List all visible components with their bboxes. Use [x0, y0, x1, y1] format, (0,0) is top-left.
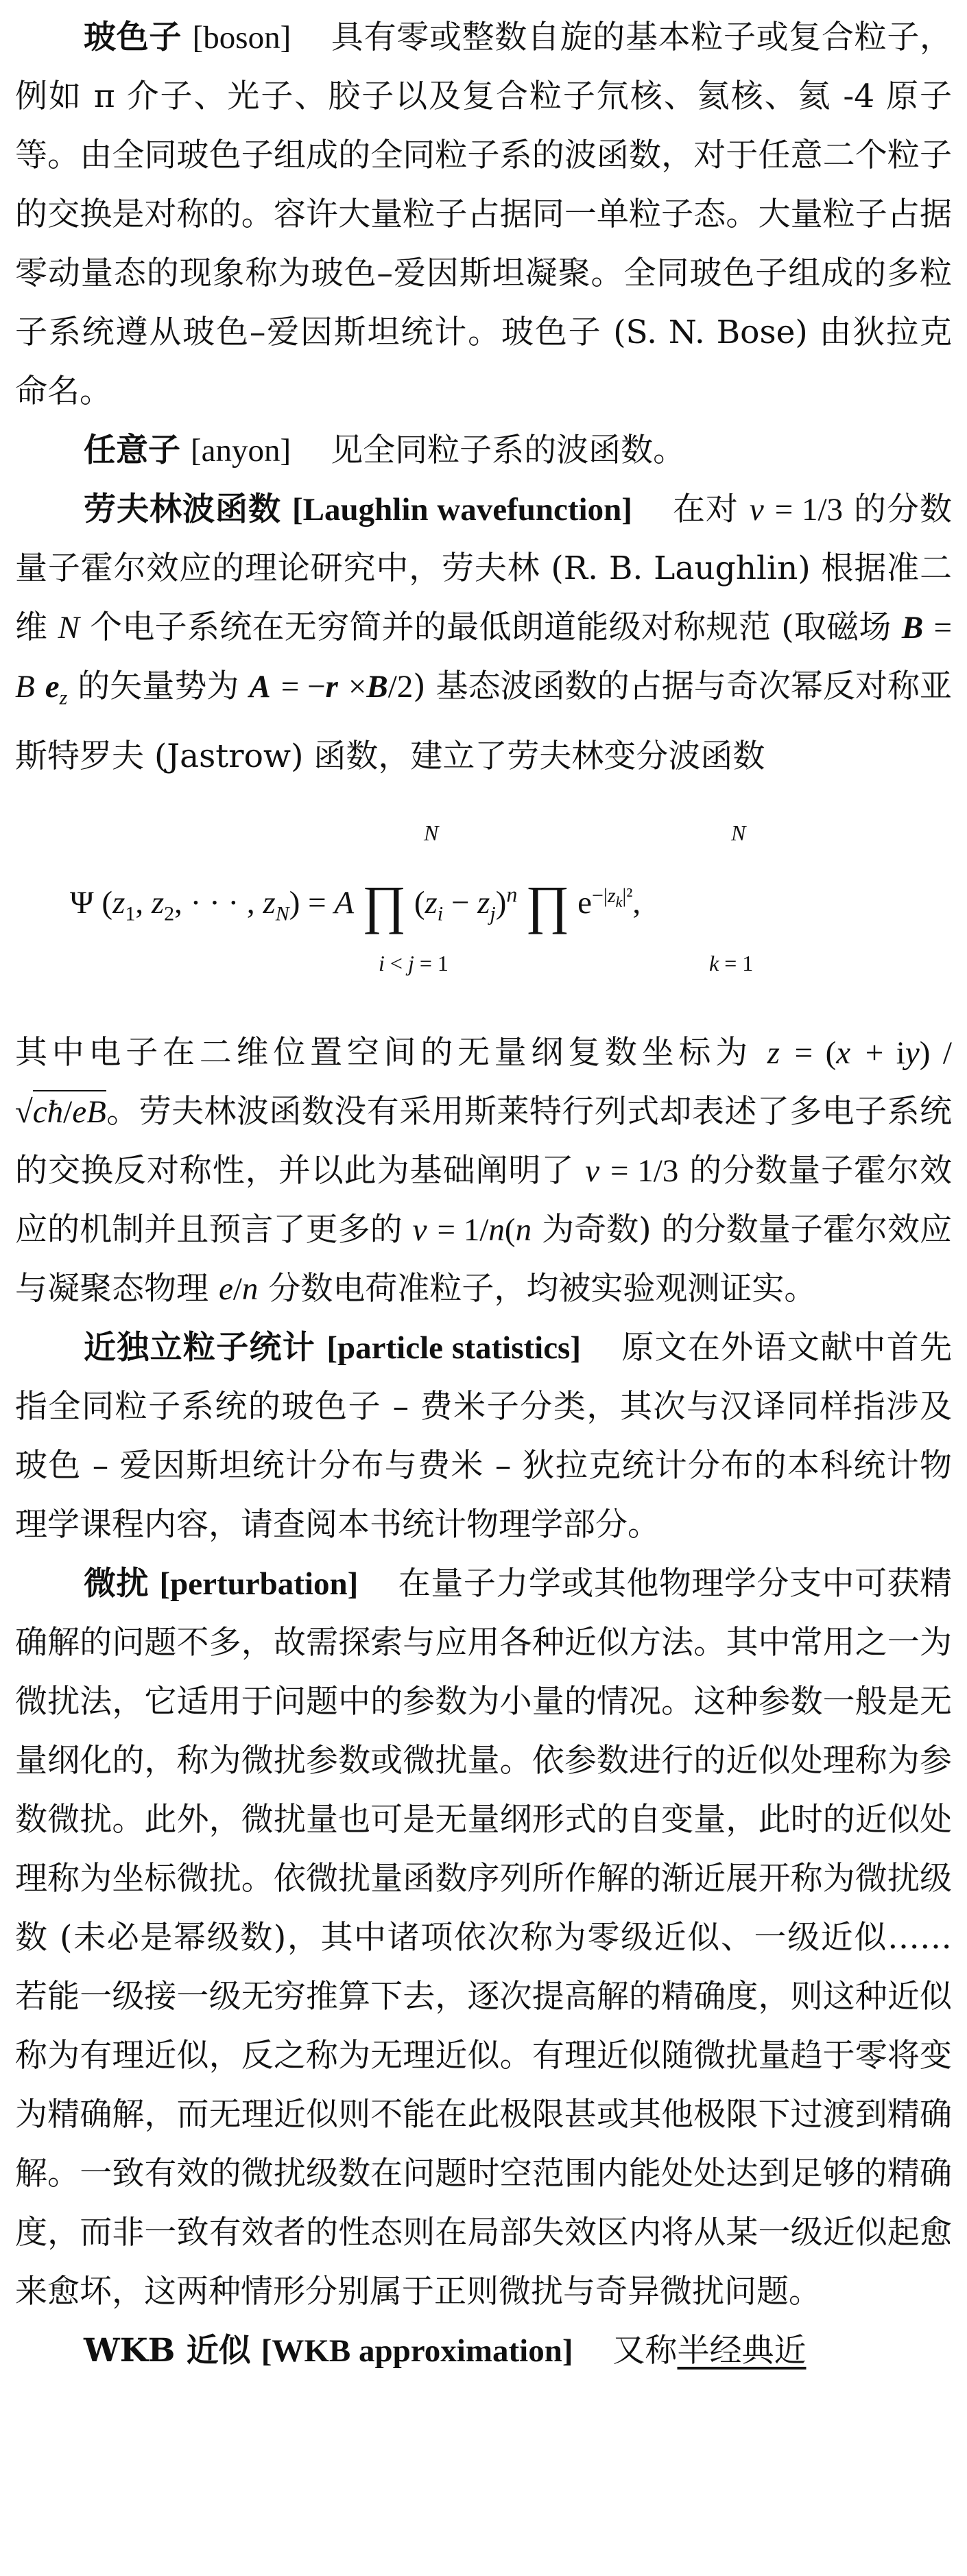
entry-term: 玻色子: [84, 19, 182, 56]
entry-text: 原文在外语文献中首先指全同粒子系统的玻色子 – 费米子分类，其次与汉译同样指涉及玻色 – 爱因斯坦统计分布与费米 – 狄拉克统计分布的本科统计物理学课程内容，请查阅本书统计物理学部分。: [15, 1329, 953, 1544]
entry-text: 在量子力学或其他物理学分支中可获精确解的问题不多，故需探索与应用各种近似方法。其中常用之一为微扰法，它适用于问题中的参数为小量的情况。这种参数一般是无量纲化的，称为微扰参数或微扰量。依参数进行的近似处理称为参数微扰。此外，微扰量也可是无量纲形式的自变量，此时的近似处理称为坐标微扰。依微扰量函数序列所作解的渐近展开称为微扰级数 (未必是幂级数)，其中诸项依次称为零级近似、一级近似……若能一级接一级无穷推算下去，逐次提高解的精确度，则这种近似称为有理近似，反之称为无理近似。有理近似随微扰量趋于零将变为精确解，而无理近似则不能在此极限甚或其他极限下过渡到精确解。一致有效的微扰级数在问题时空范围内能处处达到足够的精确度，而非一致有效者的性态则在局部失效区内将从某一级近似起愈来愈坏，这两种情形分别属于正则微扰与奇异微扰问题。: [15, 1565, 952, 2311]
entry-perturbation: [15, 1555, 952, 2321]
entry-english: [perturbation]: [159, 1566, 359, 1603]
entry-text: 在对: [671, 491, 739, 528]
entry-boson: [15, 8, 952, 421]
entry-english: [boson]: [192, 20, 291, 56]
entry-laughlin: 劳夫林波函数 [Laughlin wavefunction] 在对 ν = 1/3 的分数量子霍尔效应的理论研究中，劳夫林 (R. B. Laughlin) 根据准二维 N 个电子系统在无穷简并的最低朗道能级对称规范 (取磁场 B = B $e_z$ 的矢量势为 A = −r ×B/2) 基态波函数的占据与奇次幂反对称亚斯特罗夫 (Jastrow) 函数，建立了劳夫林变分波函数: [15, 491, 953, 776]
entry-text: 的分数量子霍尔效应的机制并且预言了更多的: [15, 1152, 952, 1249]
entry-term: 劳夫林波函数: [84, 491, 282, 528]
math-nu: ν: [749, 492, 764, 528]
entry-english: [Laughlin wavefunction]: [292, 492, 632, 528]
entry-particle-statistics: [15, 1319, 952, 1555]
entry-text: 具有零或整数自旋的基本粒子或复合粒子，例如 π 介子、光子、胶子以及复合粒子氘核、氦核、氦 -4 原子等。由全同玻色子组成的全同粒子系的波函数，对于任意二个粒子的交换是对称的。容许大量粒子占据同一单粒子态。大量粒子占据零动量态的现象称为玻色–爱因斯坦凝聚。全同玻色子组成的多粒子系统遵从玻色–爱因斯坦统计。玻色子 (S. N. Bose) 由狄拉克命名。: [15, 19, 952, 410]
entry-wkb: [15, 2321, 952, 2380]
entry-term: 任意子: [84, 432, 180, 469]
entry-term: WKB 近似: [84, 2332, 251, 2370]
entry-text: 的分数量子霍尔效应的理论研究中，劳夫林 (R. B. Laughlin) 根据准二维: [15, 491, 952, 646]
entry-english: [WKB approximation]: [261, 2333, 573, 2370]
entry-english: [particle statistics]: [326, 1330, 582, 1367]
entry-text: 为奇数) 的分数量子霍尔效应与凝聚态物理: [15, 1211, 952, 1308]
entry-text: 其中电子在二维位置空间的无量纲复数坐标为: [15, 1034, 752, 1072]
entry-term: 微扰: [84, 1565, 150, 1603]
entry-text: ) 基态波函数的占据与奇次幂反对称亚斯特罗夫 (Jastrow) 函数，建立了劳夫林变分波函数: [15, 667, 953, 776]
cross-reference-link[interactable]: 半经典近: [677, 2332, 807, 2370]
cross-reference-text[interactable]: 见全同粒子系的波函数。: [331, 432, 686, 469]
entry-text: 个电子系统在无穷简并的最低朗道能级对称规范 (取磁场: [90, 608, 892, 646]
entry-english: [anyon]: [190, 433, 291, 469]
entry-text: 又称: [612, 2332, 678, 2370]
entry-text: 。劳夫林波函数没有采用斯莱特行列式却表述了多电子系统的交换反对称性，并以此为基础阐明了: [15, 1093, 952, 1190]
laughlin-formula: Ψ ($z_1$, $z_2$, · · · , $z_N) = A$ ∏ $(z_i - z_j)^n$ ∏ $e^{-|z_k|^2}$, N i < j = 1 N k = 1: [70, 820, 754, 976]
entry-anyon: [15, 421, 952, 480]
entry-text: 的矢量势为: [77, 667, 239, 705]
entry-term: 近独立粒子统计: [84, 1329, 316, 1367]
entry-text: 分数电荷准粒子，均被实验观测证实。: [268, 1270, 817, 1308]
entry-laughlin-cont: 其中电子在二维位置空间的无量纲复数坐标为 z = (x + iy) / √cħ/eB。劳夫林波函数没有采用斯莱特行列式却表述了多电子系统的交换反对称性，并以此为基础阐明了 ν = 1/3 的分数量子霍尔效应的机制并且预言了更多的 ν = 1/n(n 为奇数) 的分数量子霍尔效应与凝聚态物理 e/n 分数电荷准粒子，均被实验观测证实。: [15, 1034, 952, 1308]
